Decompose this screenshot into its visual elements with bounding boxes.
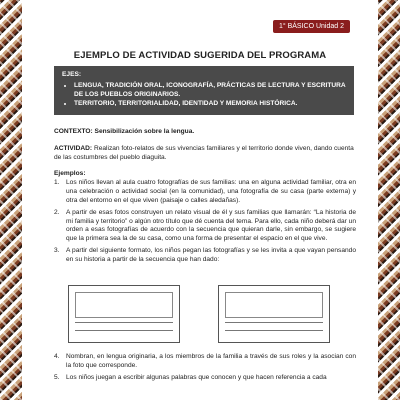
list-item: 5. Los niños juegan a escribir algunas palabras que conocen y que hacen referencia a cada [54,373,327,381]
photo-frame [218,285,330,343]
caption-line [225,322,323,323]
photo-format-frames [68,285,348,345]
caption-line [75,330,173,331]
photo-frame [68,285,180,343]
ejemplos-list [54,179,356,268]
page-title: EJEMPLO DE ACTIVIDAD SUGERIDA DEL PROGRAMA [73,50,327,61]
decorative-border-left [0,0,22,400]
photo-placeholder [225,292,323,318]
contexto-heading: CONTEXTO: Sensibilización sobre la lengua. [54,128,195,135]
actividad-label: ACTIVIDAD: [54,145,93,152]
caption-line [225,330,323,331]
ejes-label: EJES: [62,71,82,78]
actividad-paragraph [54,145,356,163]
ejes-list [62,82,346,109]
actividad-text: Realizan foto-relatos de sus vivencias familiares y el territorio donde viven, dando cuenta de las costumbres del pueblo diaguita. [54,145,354,161]
list-item: 3. A partir del siguiente formato, los niños pegan las fotografías y se les invita a que vayan pensando en su historia a partir de la secuencia que han dado: [54,247,356,264]
caption-line [75,322,173,323]
photo-placeholder [75,292,173,318]
grade-unit-badge: 1° BÁSICO Unidad 2 [273,20,350,33]
list-item: 4. Nombran, en lengua originaria, a los miembros de la familia a través de sus roles y la asocian con la foto que corresponde. [54,353,356,369]
ejes-item: • TERRITORIO, TERRITORIALIDAD, IDENTIDAD Y MEMORIA HISTÓRICA. [74,100,346,109]
ejemplos-list-continued [54,353,356,386]
list-item: 2. A partir de esas fotos construyen un relato visual de él y sus familias que llamarán: “La historia de mi familia y territorio” o algún otro título que dé cuenta del tema. Para ello, cada niño deberá dar un orden a esas fotografías de acuerdo con la secuencia que quieran darle, sin embargo, se sugiere que la primera sea la de su casa, como una forma de presentar el espacio en el que vive. [54,208,356,243]
ejemplos-heading: Ejemplos: [54,170,86,177]
ejes-item: • LENGUA, TRADICIÓN ORAL, ICONOGRAFÍA, PRÁCTICAS DE LECTURA Y ESCRITURA DE LOS PUEBLOS ORIGINARIOS. [74,82,346,100]
decorative-border-right [378,0,400,400]
ejes-box [54,66,354,115]
list-item: 1. Los niños llevan al aula cuatro fotografías de sus familias: una en alguna actividad familiar, otra en una celebración o actividad social (en la comunidad), una fotografía de su casa (parte externa) y otra del entorno en el que viven (paisaje o calles aledañas). [54,179,356,204]
